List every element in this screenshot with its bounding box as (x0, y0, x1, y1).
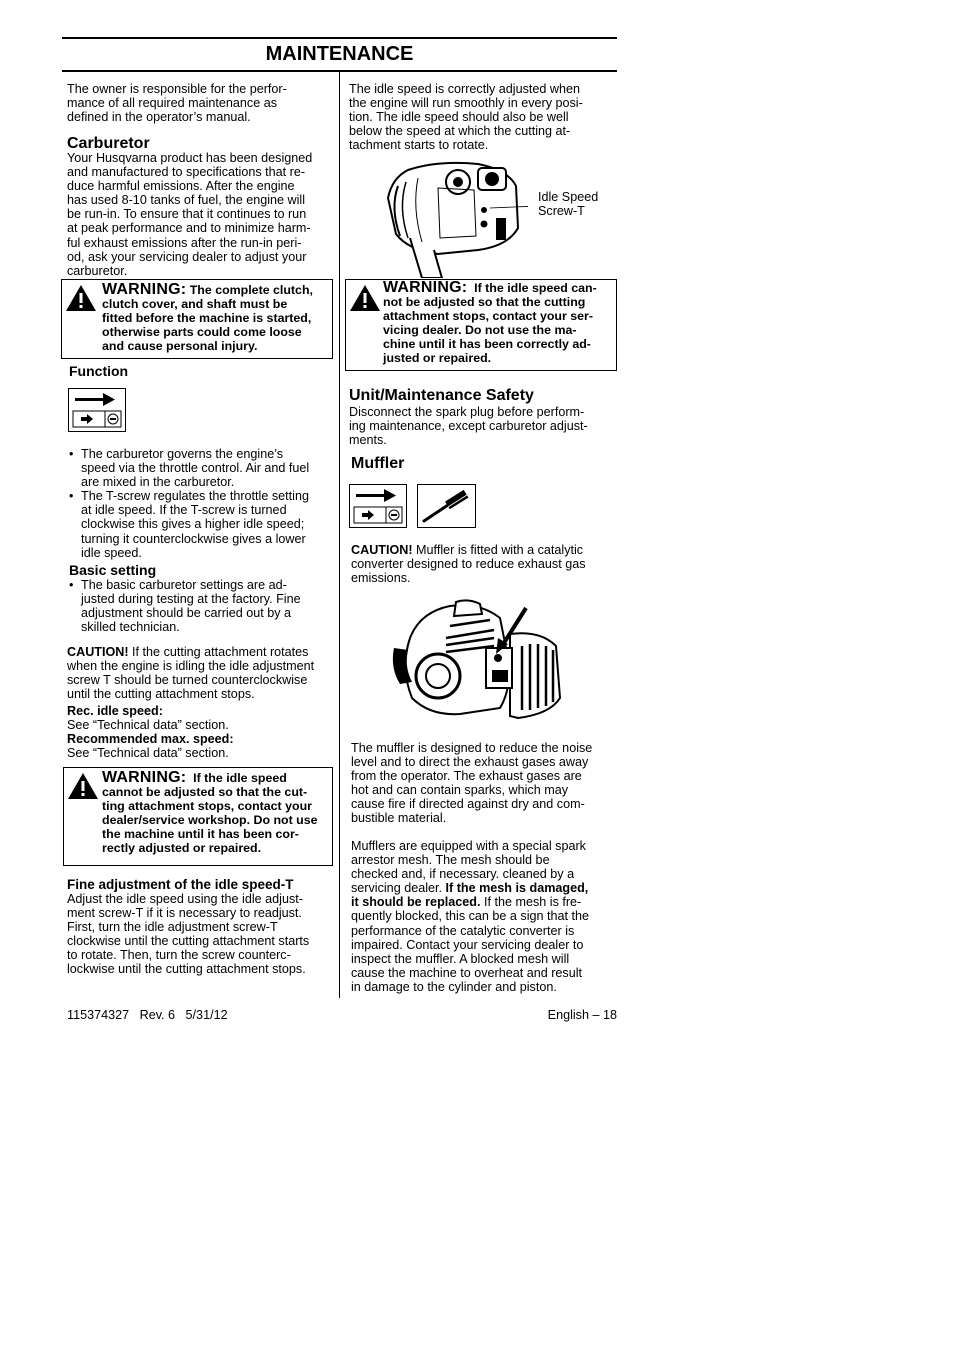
unit-safety-paragraph: Disconnect the spark plug before perform- ing maintenance, except carburetor adjust- ments. (349, 405, 588, 448)
rec-idle-value: See “Technical data” section. (67, 718, 229, 733)
speed-specs (67, 704, 337, 760)
footer-doc-id: 115374327 Rev. 6 5/31/12 (67, 1008, 228, 1022)
intro-paragraph: The owner is responsible for the perfor- mance of all required maintenance as defined in the operator’s manual. (67, 82, 287, 125)
carburetor-paragraph: Your Husqvarna product has been designed and manufactured to specifications that re- duce harmful emissions. After the engine has used 8-10 tanks of fuel, the engine will be run-in. To ensure that it continues to run at peak performance and to minimize harm- ful exhaust emissions after the run-in peri- od, ask your servicing dealer to adjust your carburetor. (67, 151, 313, 278)
header-top-rule (62, 37, 617, 39)
warning-box-clutch (61, 279, 333, 359)
function-symbol-icon (349, 484, 407, 528)
list-item: • The carburetor governs the engine’s speed via the throttle control. Air and fuel are mixed in the carburetor. (67, 447, 335, 489)
fine-adjustment-heading: Fine adjustment of the idle speed-T (67, 877, 294, 892)
idle-speed-paragraph: The idle speed is correctly adjusted when the engine will run smoothly in every posi- tion. The idle speed should also be well below the speed at which the cutting at- tachment starts to rotate. (349, 82, 583, 153)
basic-setting-bullets (67, 578, 335, 634)
footer-page-number: English – 18 (547, 1008, 617, 1022)
idle-screw-callout: Idle Speed Screw-T (538, 190, 599, 218)
function-heading: Function (69, 363, 129, 379)
caution-paragraph: CAUTION! If the cutting attachment rotates when the engine is idling the idle adjustment screw T should be turned counterclockwise until the cutting attachment stops. (67, 645, 315, 702)
list-item: • The T-screw regulates the throttle setting at idle speed. If the T-screw is turned clockwise this gives a higher idle speed; turning it counterclockwise gives a lower idle speed. (67, 489, 335, 559)
muffler-heading: Muffler (351, 455, 405, 472)
muffler-caution: CAUTION! Muffler is fitted with a catalytic converter designed to reduce exhaust gas emissions. (351, 543, 586, 586)
list-item: • The basic carburetor settings are ad- justed during testing at the factory. Fine adjustment should be carried out by a skilled technician. (67, 578, 335, 634)
warning-text: WARNING: If the idle speed can- not be adjusted so that the cutting attachment stops, contact your ser- vicing dealer. Do not use the ma- chine until it has been correctly ad- justed or repaired. (383, 279, 597, 365)
muffler-engine-illustration (390, 598, 565, 723)
function-bullets (67, 447, 335, 560)
warning-triangle-icon (349, 284, 381, 312)
warning-box-idle-right (345, 279, 617, 371)
muffler-paragraph-2: Mufflers are equipped with a special spark arrestor mesh. The mesh should be checked and, if necessary. cleaned by a servicing dealer. If the mesh is damaged, it should be replaced. If the mesh is fre- quently blocked, this can be a sign that the performance of the catalytic converter is impaired. Contact your servicing dealer to inspect the muffler. A blocked mesh will cause the machine to overheat and result in damage to the cylinder and piston. (351, 839, 590, 994)
rec-max-label: Recommended max. speed: (67, 732, 234, 747)
basic-setting-heading: Basic setting (69, 562, 157, 578)
fine-adjustment-paragraph: Adjust the idle speed using the idle adjust- ment screw-T if it is necessary to readjust. First, turn the idle adjustment screw-T clockwise until the cutting attachment starts to rotate. Then, turn the screw counterc- lockwise until the cutting attachment stops. (67, 892, 310, 977)
function-symbol-icon (68, 388, 126, 432)
brush-icon (417, 484, 476, 528)
page-title: MAINTENANCE (265, 43, 414, 65)
warning-triangle-icon (65, 284, 97, 312)
column-divider (339, 71, 340, 998)
rec-max-value: See “Technical data” section. (67, 746, 229, 761)
unit-safety-heading: Unit/Maintenance Safety (349, 387, 534, 404)
warning-text: WARNING: If the idle speed cannot be adjusted so that the cut- ting attachment stops, contact your dealer/service workshop. Do not use the machine until it has been cor- rectly adjusted or repaired. (102, 769, 318, 855)
warning-triangle-icon (67, 772, 99, 800)
rec-idle-label: Rec. idle speed: (67, 704, 163, 718)
muffler-paragraph-1: The muffler is designed to reduce the noise level and to direct the exhaust gases away from the operator. The exhaust gases are hot and can contain sparks, which may cause fire if directed against dry and com- bustible material. (351, 741, 593, 826)
engine-idle-screw-illustration (378, 158, 528, 278)
warning-text: WARNING: The complete clutch, clutch cover, and shaft must be fitted before the machine is started, otherwise parts could come loose and cause personal injury. (102, 281, 313, 353)
carburetor-heading: Carburetor (67, 135, 150, 152)
warning-box-idle-left (63, 767, 333, 866)
